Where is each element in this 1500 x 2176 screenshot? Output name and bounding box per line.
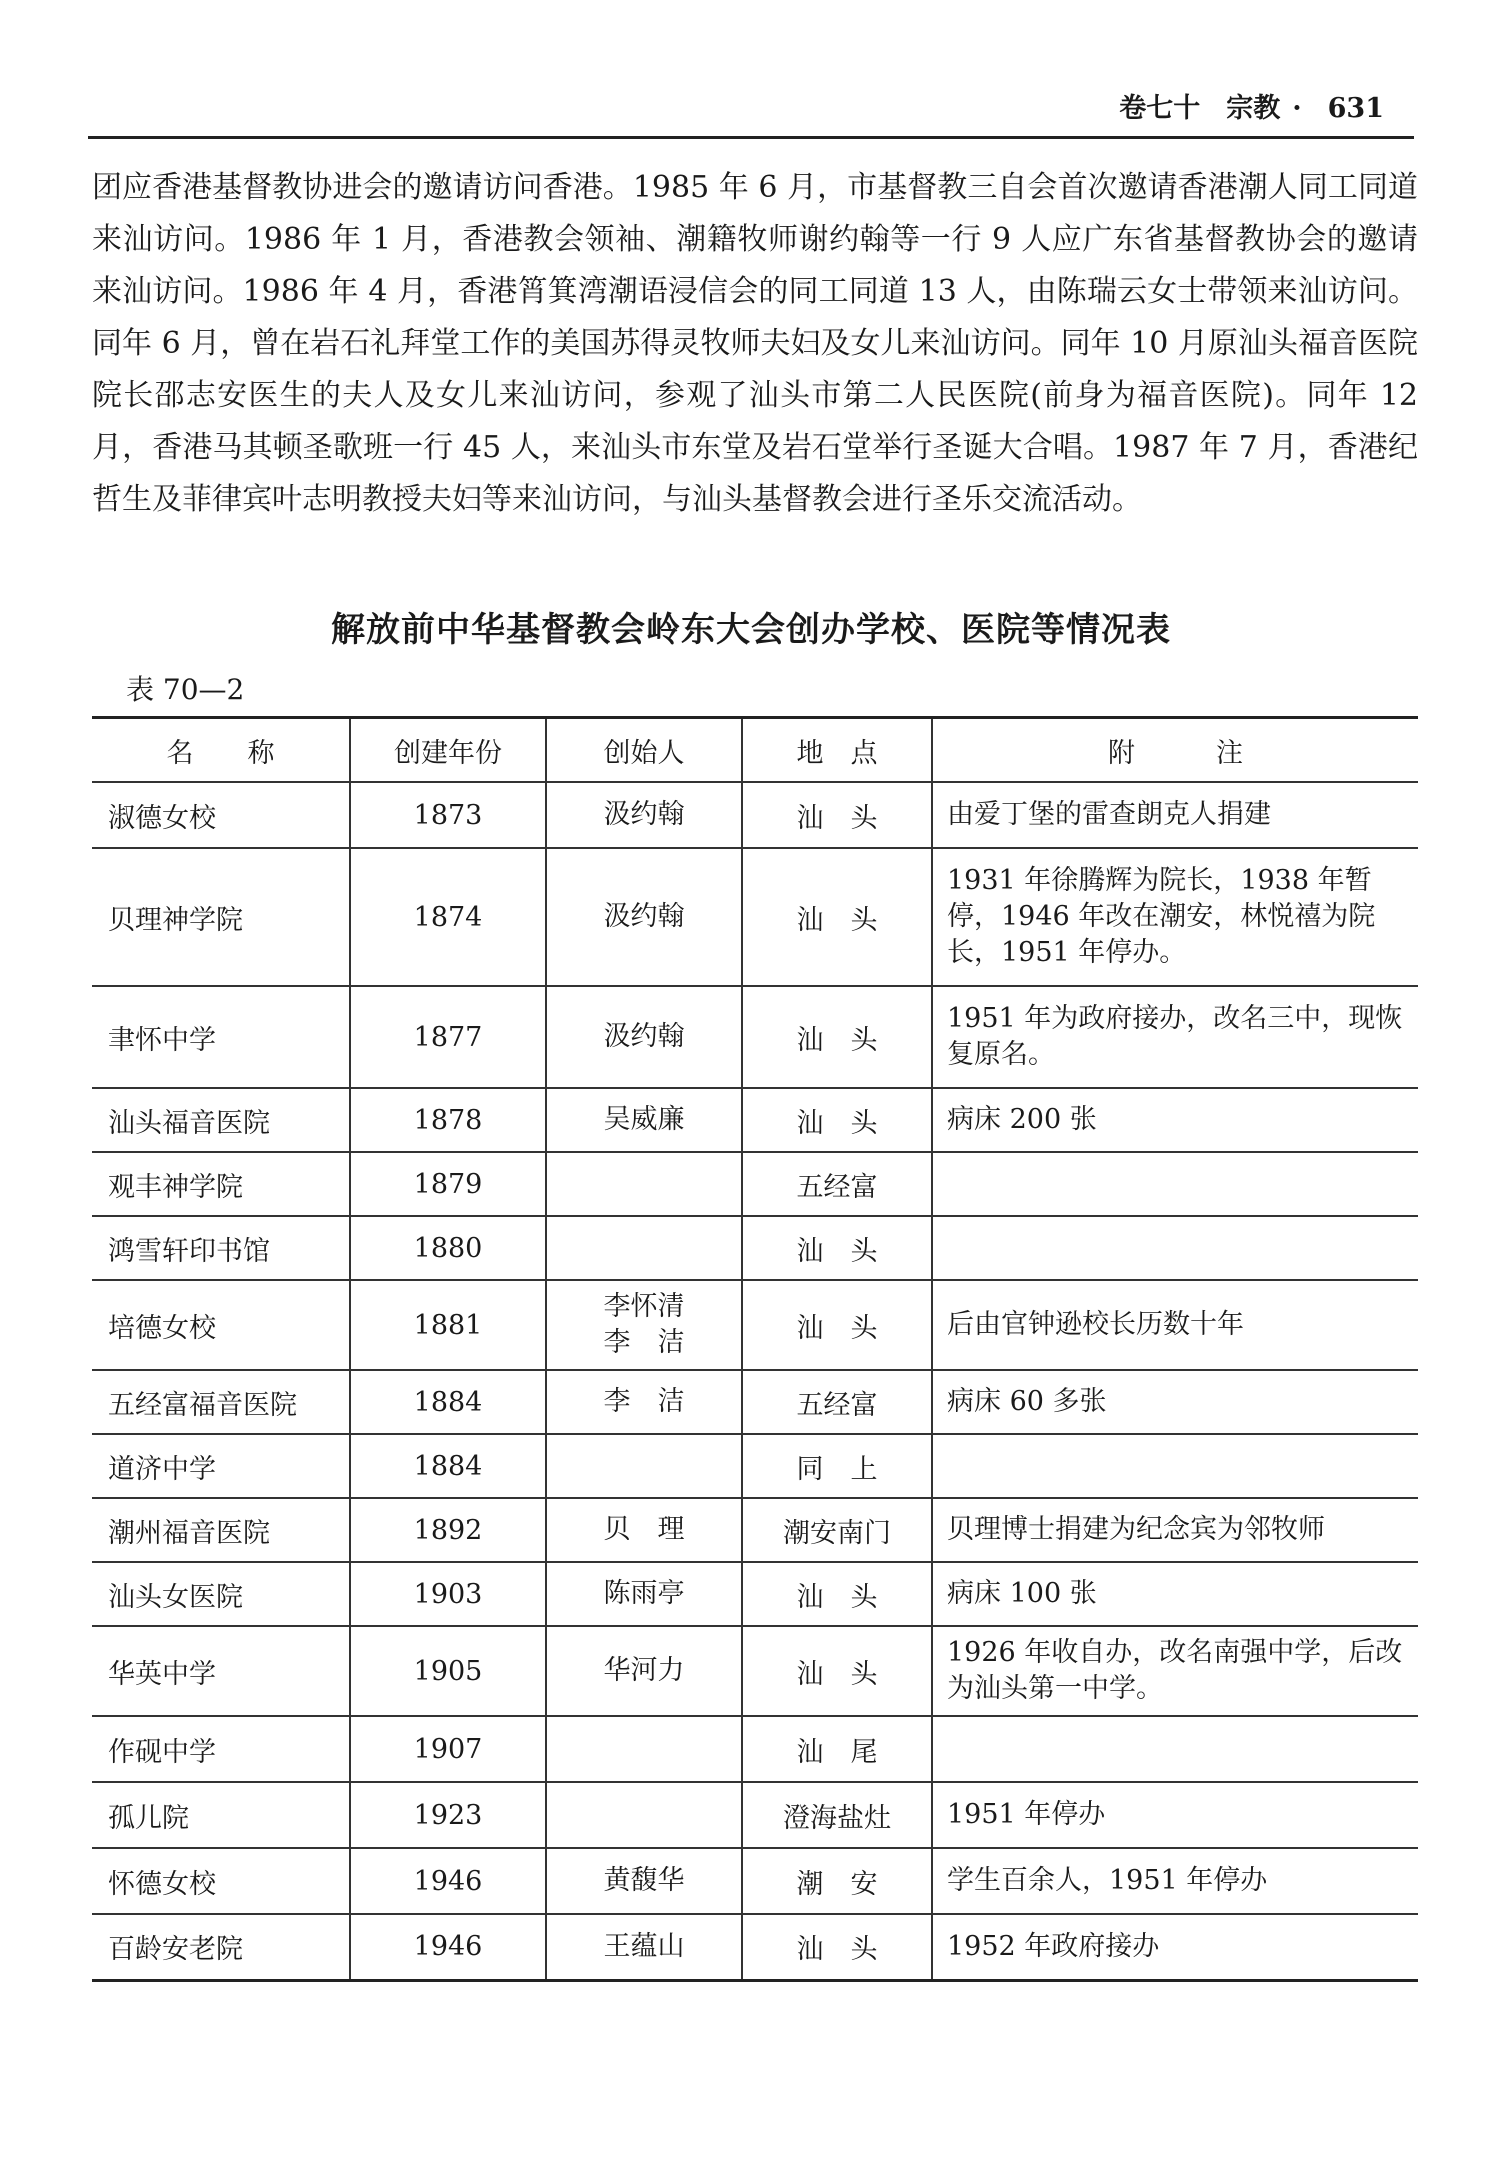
cell-note: 1926 年收自办，改名南强中学，后改为汕头第一中学。: [932, 1626, 1418, 1716]
cell-note: 病床 60 多张: [932, 1370, 1418, 1434]
cell-note: 1951 年为政府接办，改名三中，现恢复原名。: [932, 986, 1418, 1088]
table-row: [92, 1216, 1418, 1280]
table-row: [92, 1848, 1418, 1914]
running-head: [1119, 86, 1384, 125]
founder-name: 贝 理: [603, 1514, 685, 1545]
volume-label: 卷七十: [1119, 93, 1201, 124]
cell-place: 汕 头: [742, 1562, 932, 1626]
header-name: 名 称: [92, 718, 350, 783]
cell-year: 1946: [350, 1848, 546, 1914]
table-row: [92, 986, 1418, 1088]
cell-note: 贝理博士捐建为纪念宾为邻牧师: [932, 1498, 1418, 1562]
table-row: [92, 1716, 1418, 1782]
cell-place: 潮 安: [742, 1848, 932, 1914]
cell-place: 汕 头: [742, 1088, 932, 1152]
cell-place: 同 上: [742, 1434, 932, 1498]
cell-year: 1946: [350, 1914, 546, 1980]
table-row: [92, 848, 1418, 986]
cell-note: 病床 200 张: [932, 1088, 1418, 1152]
cell-name: 观丰神学院: [92, 1152, 350, 1216]
cell-year: 1874: [350, 848, 546, 986]
cell-name: 五经富福音医院: [92, 1370, 350, 1434]
founder-name: 李 洁: [603, 1327, 685, 1358]
header-note: 附 注: [932, 718, 1418, 783]
cell-year: 1892: [350, 1498, 546, 1562]
cell-founder: [546, 1088, 742, 1152]
table-row: [92, 782, 1418, 848]
cell-founder: [546, 1716, 742, 1782]
cell-name: 淑德女校: [92, 782, 350, 848]
cell-name: 聿怀中学: [92, 986, 350, 1088]
cell-name: 道济中学: [92, 1434, 350, 1498]
cell-founder: [546, 1152, 742, 1216]
page-number: 631: [1327, 93, 1384, 124]
cell-note: [932, 1152, 1418, 1216]
header-place: 地 点: [742, 718, 932, 783]
table-row: [92, 1434, 1418, 1498]
cell-name: 潮州福音医院: [92, 1498, 350, 1562]
founder-name: 王蕴山: [603, 1930, 685, 1962]
founder-name: 华河力: [603, 1655, 685, 1686]
cell-place: 汕 头: [742, 1626, 932, 1716]
founder-name: 李 洁: [603, 1386, 685, 1417]
table-header-row: [92, 718, 1418, 783]
separator-dot: ·: [1292, 93, 1302, 124]
cell-name: 汕头女医院: [92, 1562, 350, 1626]
cell-note: 后由官钟逊校长历数十年: [932, 1280, 1418, 1370]
cell-place: 汕 头: [742, 1280, 932, 1370]
header-founder: 创始人: [546, 718, 742, 783]
table-row: [92, 1370, 1418, 1434]
table-title: 解放前中华基督教会岭东大会创办学校、医院等情况表: [331, 610, 1171, 650]
cell-year: 1923: [350, 1782, 546, 1848]
founder-name: 汲约翰: [603, 901, 685, 932]
cell-place: 五经富: [742, 1370, 932, 1434]
founder-name: 陈雨亭: [603, 1578, 685, 1609]
cell-note: 由爱丁堡的雷查朗克人捐建: [932, 782, 1418, 848]
founder-name: 汲约翰: [603, 799, 685, 830]
cell-name: 怀德女校: [92, 1848, 350, 1914]
table-row: [92, 1782, 1418, 1848]
cell-note: [932, 1434, 1418, 1498]
cell-founder: [546, 782, 742, 848]
founder-name: 黄馥华: [603, 1865, 685, 1896]
cell-note: 学生百余人，1951 年停办: [932, 1848, 1418, 1914]
cell-name: 作砚中学: [92, 1716, 350, 1782]
cell-year: 1879: [350, 1152, 546, 1216]
cell-founder: [546, 1498, 742, 1562]
cell-place: 五经富: [742, 1152, 932, 1216]
table-body: [92, 782, 1418, 1980]
schools-hospitals-table: [92, 716, 1418, 1982]
page-header: [88, 78, 1414, 139]
table-row: [92, 1626, 1418, 1716]
cell-name: 孤儿院: [92, 1782, 350, 1848]
table-row: [92, 1152, 1418, 1216]
header-year: 创建年份: [350, 718, 546, 783]
cell-name: 百龄安老院: [92, 1914, 350, 1980]
cell-place: 潮安南门: [742, 1498, 932, 1562]
cell-note: [932, 1716, 1418, 1782]
table-row: [92, 1280, 1418, 1370]
cell-note: 1951 年停办: [932, 1782, 1418, 1848]
cell-year: 1877: [350, 986, 546, 1088]
cell-year: 1884: [350, 1370, 546, 1434]
cell-note: 病床 100 张: [932, 1562, 1418, 1626]
cell-founder: [546, 1626, 742, 1716]
cell-name: 华英中学: [92, 1626, 350, 1716]
cell-name: 鸿雪轩印书馆: [92, 1216, 350, 1280]
cell-year: 1903: [350, 1562, 546, 1626]
cell-founder: [546, 986, 742, 1088]
cell-note: 1952 年政府接办: [932, 1914, 1418, 1980]
table-label: 表 70—2: [126, 673, 245, 706]
cell-note: 1931 年徐腾辉为院长，1938 年暂停，1946 年改在潮安，林悦禧为院长，1951 年停办。: [932, 848, 1418, 986]
cell-year: 1907: [350, 1716, 546, 1782]
cell-founder: [546, 1434, 742, 1498]
cell-founder: [546, 1562, 742, 1626]
cell-founder: [546, 1848, 742, 1914]
cell-place: 汕 尾: [742, 1716, 932, 1782]
cell-founder: [546, 1914, 742, 1980]
cell-founder: [546, 1370, 742, 1434]
body-paragraph: 团应香港基督教协进会的邀请访问香港。1985 年 6 月，市基督教三自会首次邀请香港潮人同工同道来汕访问。1986 年 1 月，香港教会领袖、潮籍牧师谢约翰等一行 9 人应广东省基督教协会的邀请来汕访问。1986 年 4 月，香港筲箕湾潮语浸信会的同工同道 13 人，由陈瑞云女士带领来汕访问。同年 6 月，曾在岩石礼拜堂工作的美国苏得灵牧师夫妇及女儿来汕访问。同年 10 月原汕头福音医院院长邵志安医生的夫人及女儿来汕访问，参观了汕头市第二人民医院(前身为福音医院)。同年 12 月，香港马其顿圣歌班一行 45 人，来汕头市东堂及岩石堂举行圣诞大合唱。1987 年 7 月，香港纪哲生及菲律宾叶志明教授夫妇等来汕访问，与汕头基督教会进行圣乐交流活动。: [92, 170, 1418, 517]
cell-founder: [546, 1216, 742, 1280]
cell-founder: [546, 848, 742, 986]
cell-place: 澄海盐灶: [742, 1782, 932, 1848]
body-text: [92, 162, 1418, 526]
table-row: [92, 1562, 1418, 1626]
cell-place: 汕 头: [742, 848, 932, 986]
cell-founder: [546, 1280, 742, 1370]
cell-name: 汕头福音医院: [92, 1088, 350, 1152]
founder-name: 汲约翰: [603, 1021, 685, 1052]
cell-place: 汕 头: [742, 986, 932, 1088]
cell-year: 1881: [350, 1280, 546, 1370]
cell-name: 培德女校: [92, 1280, 350, 1370]
table-row: [92, 1914, 1418, 1980]
cell-place: 汕 头: [742, 782, 932, 848]
table-row: [92, 1498, 1418, 1562]
cell-name: 贝理神学院: [92, 848, 350, 986]
cell-place: 汕 头: [742, 1914, 932, 1980]
cell-year: 1878: [350, 1088, 546, 1152]
cell-year: 1873: [350, 782, 546, 848]
founder-name: 李怀清: [603, 1291, 685, 1322]
section-label: 宗教: [1226, 93, 1281, 124]
cell-note: [932, 1216, 1418, 1280]
founder-name: 吴威廉: [603, 1104, 685, 1135]
cell-founder: [546, 1782, 742, 1848]
cell-place: 汕 头: [742, 1216, 932, 1280]
cell-year: 1905: [350, 1626, 546, 1716]
table-row: [92, 1088, 1418, 1152]
cell-year: 1880: [350, 1216, 546, 1280]
cell-year: 1884: [350, 1434, 546, 1498]
